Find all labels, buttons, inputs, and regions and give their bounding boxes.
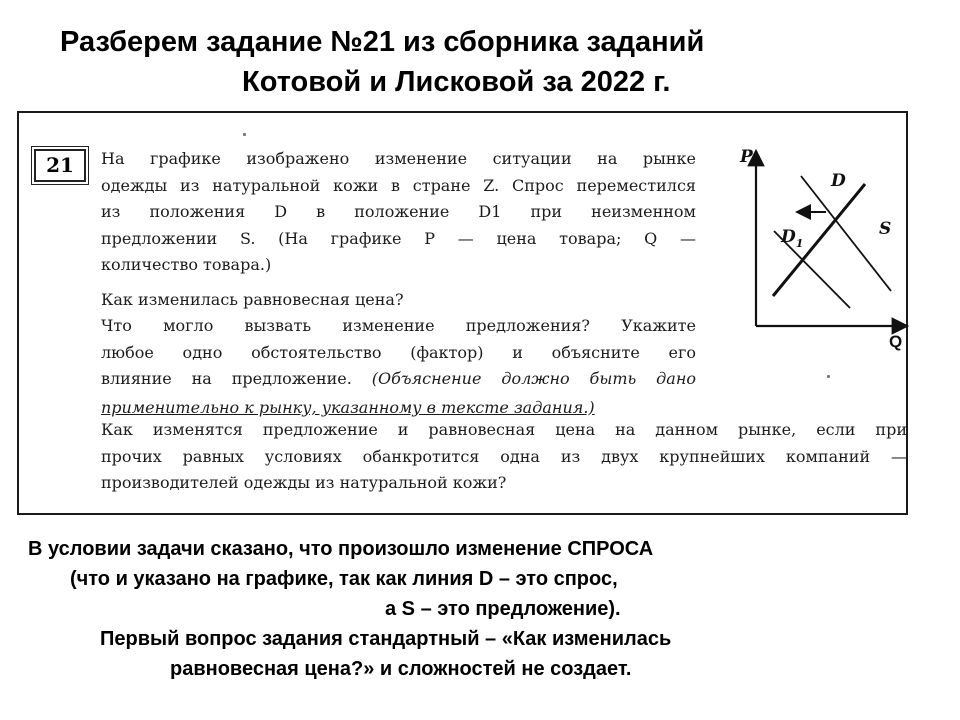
task-line: предложении S. (На графике P — цена товара; Q — (101, 228, 696, 248)
question-line: Как изменилась равновесная цена? (101, 289, 404, 309)
task-line: количество товара.) (101, 255, 272, 274)
question-italic-underlined: применительно к рынку, указанному в тексте задания.) (101, 398, 595, 417)
explanation-line-5: равновесная цена?» и сложностей не создает. (170, 658, 632, 680)
question-line (101, 366, 696, 393)
question-line: любое одно обстоятельство (фактор) и объясните его (101, 342, 696, 362)
graph-svg (739, 146, 909, 356)
task-line: На графике изображено изменение ситуации на рынке (101, 149, 696, 168)
scan-speck (827, 375, 830, 378)
supply-demand-graph (739, 146, 909, 356)
scan-speck (243, 133, 246, 136)
supply-label: S (879, 219, 892, 239)
x-axis-label: Q (889, 332, 903, 351)
question-italic: (Объяснение должно быть дано (371, 369, 696, 388)
explanation-line-3: а S – это предложение). (385, 598, 621, 620)
explanation-line-1: В условии задачи сказано, что произошло изменение СПРОСА (28, 538, 654, 560)
demand-label: D (831, 171, 846, 191)
task-line: из положения D в положение D1 при неизменном (101, 202, 696, 221)
task2-line: прочих равных условиях обанкротится одна из двух крупнейших компаний — (101, 446, 907, 466)
question-plain: влияние на предложение. (101, 369, 352, 388)
task-line: одежды из натуральной кожи в стране Z. Спрос переместился (101, 175, 696, 195)
task-number: 21 (34, 149, 86, 182)
title-line-2: Котовой и Лисковой за 2022 г. (242, 66, 671, 98)
explanation-line-2: (что и указано на графике, так как линия D – это спрос, (70, 568, 618, 590)
explanation-line-4: Первый вопрос задания стандартный – «Как изменилась (100, 628, 672, 650)
task-text-main (101, 146, 696, 393)
task2-line: Как изменятся предложение и равновесная цена на данном рынке, если при (101, 420, 907, 439)
task2-line: производителей одежды из натуральной кожи? (101, 473, 507, 492)
demand-new-label: $D_1$ (781, 227, 804, 250)
question-line: Что могло вызвать изменение предложения? Укажите (101, 316, 696, 335)
demand-line (801, 176, 891, 291)
title-line-1: Разберем задание №21 из сборника заданий (60, 26, 705, 58)
task-text-second (101, 417, 907, 497)
y-axis-label: P (740, 147, 753, 167)
task-scan (17, 111, 908, 515)
